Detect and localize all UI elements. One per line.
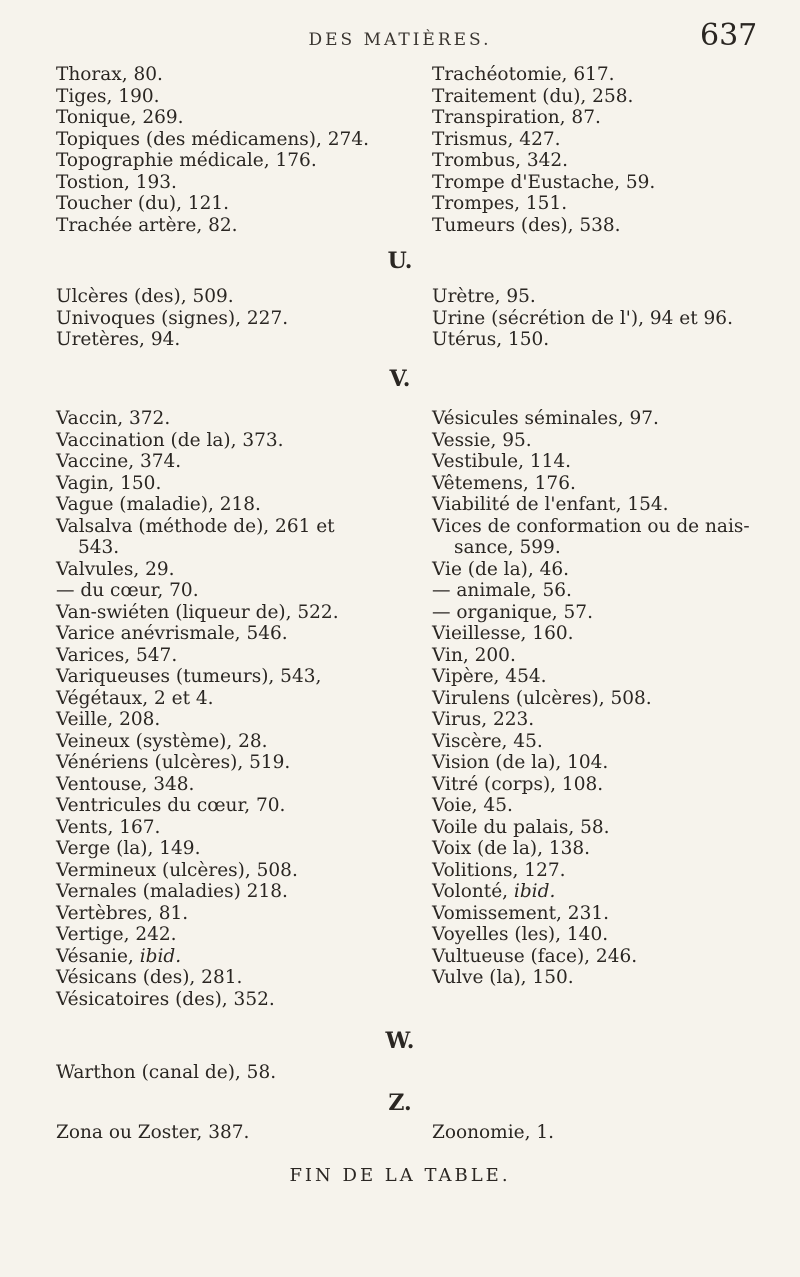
section-w-left-column [56, 1062, 436, 1084]
index-entry: Trompes, 151. [432, 193, 568, 214]
index-entry: Uretères, 94. [56, 329, 181, 350]
index-entry: Valvules, 29. [56, 558, 175, 580]
index-entry-continuation: 543. [78, 537, 120, 558]
index-entry [56, 946, 436, 968]
index-entry: Vulve (la), 150. [432, 967, 574, 988]
index-entry: Ulcères (des), 509. [56, 286, 234, 307]
section-u-right-column [432, 286, 800, 351]
index-entry: — animale, 56. [432, 580, 572, 601]
index-entry: Vents, 167. [56, 816, 161, 838]
index-entry: Van-swiéten (liqueur de), 522. [56, 601, 339, 623]
index-entry: Trachée artère, 82. [56, 214, 238, 236]
index-entry: Viabilité de l'enfant, 154. [432, 494, 669, 515]
index-entry: Végétaux, 2 et 4. [56, 687, 214, 709]
index-entry: Vertèbres, 81. [56, 902, 189, 924]
index-entry: Topiques (des médicamens), 274. [56, 128, 369, 150]
index-entry: Ventouse, 348. [56, 773, 195, 795]
index-entry: Utérus, 150. [432, 329, 550, 350]
index-entry: Voile du palais, 58. [432, 816, 610, 838]
index-entry: — du cœur, 70. [56, 580, 199, 601]
page-number: 637 [700, 18, 758, 53]
index-entry: Tonique, 269. [56, 107, 184, 128]
entry-term: Vésanie, [56, 945, 140, 967]
section-z-right-column [432, 1122, 800, 1144]
index-entry: Urine (sécrétion de l'), 94 et 96. [432, 307, 733, 329]
index-entry: Warthon (canal de), 58. [56, 1062, 277, 1083]
section-v-right-column [432, 408, 800, 989]
index-entry: Vagin, 150. [56, 472, 162, 494]
index-entry: Vin, 200. [432, 644, 516, 666]
index-entry: Vipère, 454. [432, 666, 547, 687]
index-entry: Voyelles (les), 140. [432, 924, 609, 945]
index-entry: Trachéotomie, 617. [432, 64, 615, 85]
index-entry: Vices de conformation ou de nais- [432, 515, 750, 537]
index-entry: Transpiration, 87. [432, 107, 601, 128]
index-entry: Vertige, 242. [56, 924, 177, 945]
section-z-left-column [56, 1122, 436, 1144]
index-entry: — organique, 57. [432, 601, 593, 623]
index-entry: Vaccine, 374. [56, 451, 182, 472]
index-entry: Zoonomie, 1. [432, 1122, 555, 1143]
running-head: DES MATIÈRES. [308, 30, 492, 50]
index-entry: Virulens (ulcères), 508. [432, 687, 652, 709]
index-entry: Vésicans (des), 281. [56, 967, 243, 988]
index-entry: Vultueuse (face), 246. [432, 945, 638, 967]
index-entry: Urètre, 95. [432, 286, 536, 307]
index-entry: Vermineux (ulcères), 508. [56, 859, 298, 881]
index-entry: Verge (la), 149. [56, 838, 201, 859]
ibid-ref: ibid. [139, 945, 182, 967]
index-entry: Vitré (corps), 108. [432, 773, 604, 795]
index-entry: Trompe d'Eustache, 59. [432, 171, 656, 193]
end-of-table: FIN DE LA TABLE. [289, 1165, 511, 1186]
section-letter-u: U. [387, 248, 413, 274]
entry-term: Volonté, [432, 881, 514, 902]
section-v-left-column [56, 408, 436, 1010]
section-letter-z: Z. [388, 1090, 412, 1116]
section-u-left-column [56, 286, 436, 351]
index-entry: Vomissement, 231. [432, 902, 609, 924]
index-entry: Vestibule, 114. [432, 451, 572, 472]
index-entry: Valsalva (méthode de), 261 et [56, 515, 335, 537]
index-entry: Thorax, 80. [56, 64, 163, 85]
index-entry: Viscère, 45. [432, 730, 543, 752]
index-entry: Zona ou Zoster, 387. [56, 1122, 250, 1143]
index-entry: Vésicules séminales, 97. [432, 408, 659, 429]
index-entry: Varices, 547. [56, 644, 178, 666]
index-entry: Vénériens (ulcères), 519. [56, 752, 291, 773]
index-entry [432, 881, 800, 903]
index-entry: Vieillesse, 160. [432, 623, 574, 644]
section-letter-v: V. [389, 366, 411, 392]
index-entry: Variqueuses (tumeurs), 543, [56, 666, 322, 687]
index-entry: Topographie médicale, 176. [56, 150, 317, 171]
index-entry: Vêtemens, 176. [432, 472, 576, 494]
index-entry: Vernales (maladies) 218. [56, 881, 288, 902]
section-letter-w: W. [385, 1028, 415, 1054]
index-entry: Vie (de la), 46. [432, 558, 570, 580]
index-entry: Volitions, 127. [432, 859, 566, 881]
section-t-left-column [56, 64, 436, 236]
index-entry: Vésicatoires (des), 352. [56, 988, 275, 1010]
index-entry: Traitement (du), 258. [432, 85, 634, 107]
index-entry: Veille, 208. [56, 709, 161, 730]
index-entry: Vaccin, 372. [56, 408, 171, 429]
index-entry: Univoques (signes), 227. [56, 307, 289, 329]
index-entry: Varice anévrismale, 546. [56, 623, 288, 644]
index-entry: Vision (de la), 104. [432, 752, 609, 773]
index-entry: Trismus, 427. [432, 128, 561, 150]
index-entry: Voix (de la), 138. [432, 838, 591, 859]
section-t-right-column [432, 64, 800, 236]
index-entry: Toucher (du), 121. [56, 193, 230, 214]
index-entry: Virus, 223. [432, 709, 535, 730]
index-entry: Vessie, 95. [432, 429, 532, 451]
index-entry: Tiges, 190. [56, 85, 160, 107]
index-entry: Veineux (système), 28. [56, 730, 268, 752]
index-entry-continuation: sance, 599. [454, 537, 561, 558]
index-entry: Tostion, 193. [56, 171, 177, 193]
index-entry: Tumeurs (des), 538. [432, 214, 621, 236]
index-entry: Vague (maladie), 218. [56, 494, 261, 515]
index-entry: Trombus, 342. [432, 150, 569, 171]
index-entry: Vaccination (de la), 373. [56, 429, 284, 451]
index-entry: Ventricules du cœur, 70. [56, 795, 286, 816]
ibid-ref: ibid. [513, 881, 556, 902]
index-entry: Voie, 45. [432, 795, 513, 816]
